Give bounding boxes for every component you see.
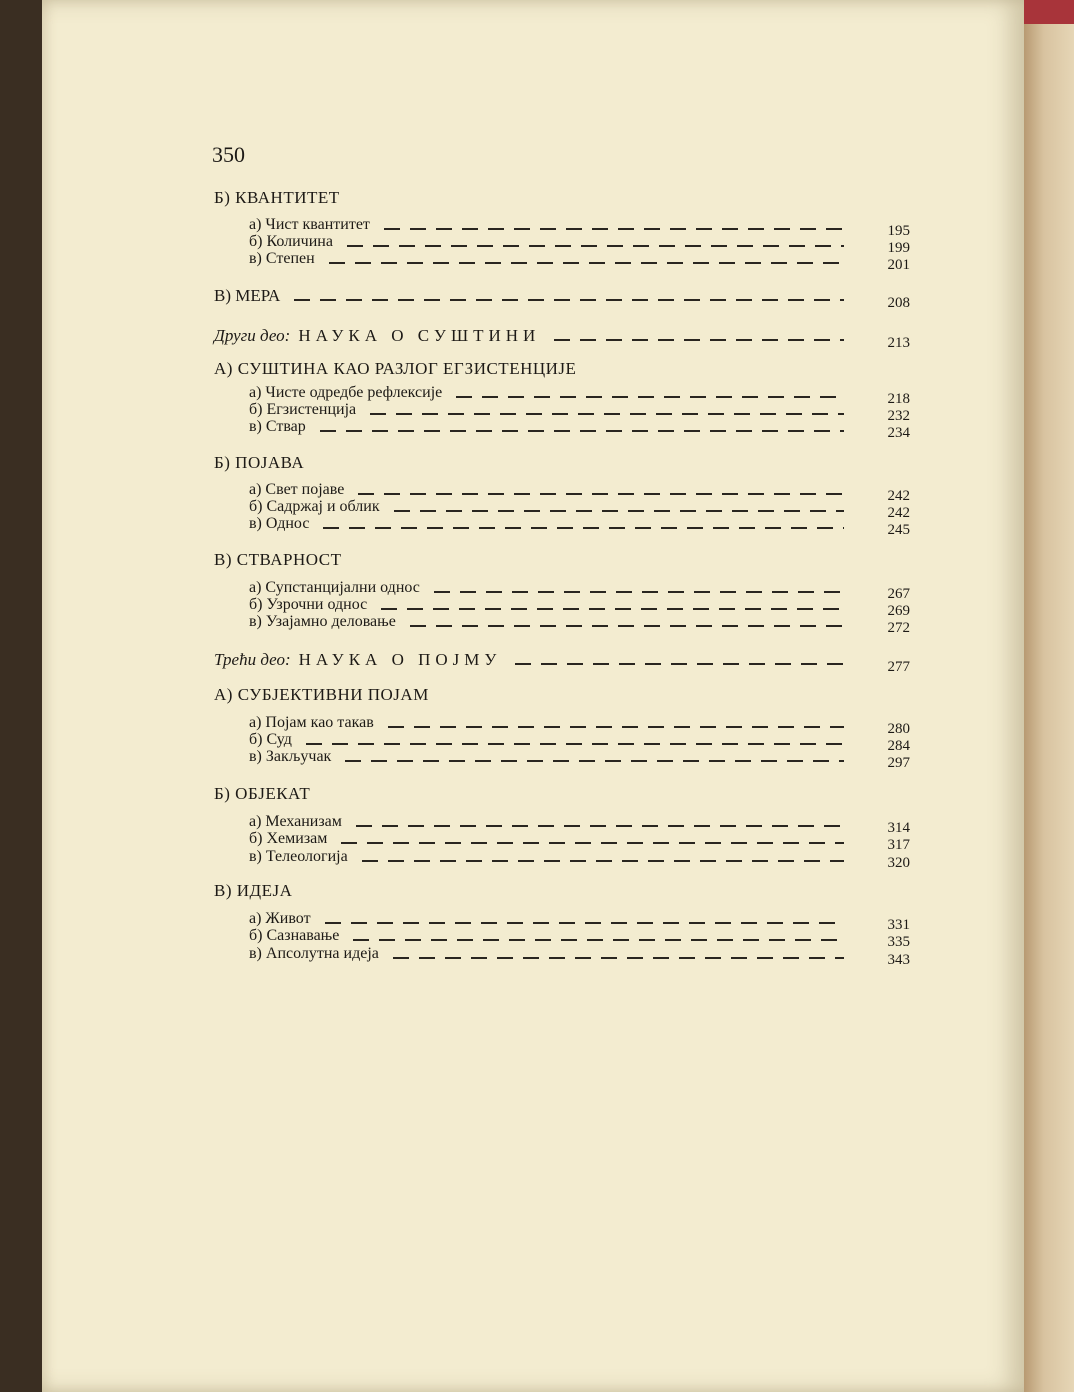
- toc-entry: [249, 748, 910, 771]
- dash-leader: [394, 510, 844, 512]
- entry-page: 269: [887, 603, 910, 619]
- dash-leader: [434, 591, 844, 593]
- toc-entry: [249, 384, 910, 407]
- part-heading: [214, 326, 910, 351]
- toc-entry: [249, 481, 910, 504]
- part-title: НАУКА О СУШТИНИ: [298, 326, 541, 345]
- part-lead: Други део:: [214, 326, 291, 345]
- entry-page: 218: [887, 391, 910, 407]
- toc-entry: [249, 401, 910, 424]
- entry-label: а) Живот: [249, 910, 311, 927]
- entry-label: а) Супстанцијални однос: [249, 579, 420, 596]
- dash-leader: [353, 939, 844, 941]
- entry-page: 343: [887, 952, 910, 968]
- entry-page: 199: [887, 240, 910, 256]
- entry-label: в) Узајамно деловање: [249, 613, 396, 630]
- part-lead: Трећи део:: [214, 650, 291, 669]
- entry-label: б) Суд: [249, 731, 292, 748]
- toc-entry: [249, 813, 910, 836]
- entry-label: в) Телеологија: [249, 848, 348, 865]
- section-heading: В) СТВАРНОСТ: [214, 550, 342, 569]
- entry-page: 277: [887, 659, 910, 675]
- dash-leader: [320, 430, 844, 432]
- entry-label: а) Механизам: [249, 813, 342, 830]
- entry-page: 280: [887, 721, 910, 737]
- entry-label: б) Егзистенција: [249, 401, 357, 418]
- entry-page: 213: [887, 335, 910, 351]
- toc-entry: [249, 945, 910, 968]
- entry-page: 314: [887, 820, 910, 836]
- dash-leader: [306, 743, 844, 745]
- part-title: НАУКА О ПОЈМУ: [298, 650, 502, 669]
- entry-page: 284: [887, 738, 910, 754]
- toc-entry: [249, 596, 910, 619]
- dash-leader: [358, 493, 844, 495]
- entry-page: 234: [887, 425, 910, 441]
- entry-label: б) Хемизам: [249, 830, 328, 847]
- entry-label: в) Степен: [249, 250, 315, 267]
- toc-entry: [249, 927, 910, 950]
- dash-leader: [393, 957, 844, 959]
- entry-label: в) Ствар: [249, 418, 306, 435]
- entry-label: а) Свет појаве: [249, 481, 345, 498]
- dash-leader: [456, 396, 844, 398]
- dash-leader: [370, 413, 844, 415]
- entry-page: 195: [887, 223, 910, 239]
- entry-label: а) Чисте одредбе рефлексије: [249, 384, 443, 401]
- section-heading: А) СУШТИНА КАО РАЗЛОГ ЕГЗИСТЕНЦИЈЕ: [214, 359, 577, 378]
- entry-page: 242: [887, 505, 910, 521]
- entry-label: в) Закључак: [249, 748, 332, 765]
- entry-page: 267: [887, 586, 910, 602]
- entry-label: б) Узрочни однос: [249, 596, 368, 613]
- dash-leader: [294, 299, 844, 301]
- dash-leader: [515, 663, 844, 665]
- page-number: 350: [212, 142, 245, 167]
- dash-leader: [356, 825, 844, 827]
- dash-leader: [325, 922, 844, 924]
- dash-leader: [329, 262, 844, 264]
- toc-entry: [249, 830, 910, 853]
- toc-entry: [249, 579, 910, 602]
- toc-entry: [249, 731, 910, 754]
- entry-page: 208: [887, 295, 910, 311]
- entry-page: 242: [887, 488, 910, 504]
- entry-page: 320: [887, 855, 910, 871]
- toc-entry: [249, 216, 910, 239]
- entry-page: 272: [887, 620, 910, 636]
- toc-entry: [249, 418, 910, 441]
- toc-entry: [249, 613, 910, 636]
- part-heading: [214, 650, 910, 675]
- dash-leader: [384, 228, 844, 230]
- dash-leader: [347, 245, 844, 247]
- entry-label: а) Појам као такав: [249, 714, 374, 731]
- toc-entry: [249, 714, 910, 737]
- dash-leader: [554, 339, 844, 341]
- entry-label: в) Апсолутна идеја: [249, 945, 379, 962]
- toc-entry: [249, 910, 910, 933]
- entry-label: б) Садржај и облик: [249, 498, 380, 515]
- entry-page: 201: [887, 257, 910, 273]
- entry-page: 232: [887, 408, 910, 424]
- toc-entry: [249, 498, 910, 521]
- dash-leader: [341, 842, 844, 844]
- toc-entry: [214, 286, 910, 311]
- toc-entry: [249, 515, 910, 538]
- dash-leader: [345, 760, 844, 762]
- entry-label: а) Чист квантитет: [249, 216, 370, 233]
- toc-entry: [249, 848, 910, 871]
- entry-label: б) Сазнавање: [249, 927, 340, 944]
- toc-entry: [249, 233, 910, 256]
- toc-entry: [249, 250, 910, 273]
- entry-page: 317: [887, 837, 910, 853]
- entry-page: 331: [887, 917, 910, 933]
- entry-label: б) Количина: [249, 233, 333, 250]
- dash-leader: [410, 625, 844, 627]
- entry-label: в) Однос: [249, 515, 310, 532]
- section-heading: В) МЕРА: [214, 286, 281, 305]
- dash-leader: [323, 527, 844, 529]
- section-heading: Б) КВАНТИТЕТ: [214, 188, 340, 207]
- dash-leader: [362, 860, 844, 862]
- section-heading: В) ИДЕЈА: [214, 881, 293, 900]
- dash-leader: [388, 726, 844, 728]
- entry-page: 297: [887, 755, 910, 771]
- section-heading: А) СУБЈЕКТИВНИ ПОЈАМ: [214, 685, 429, 704]
- entry-page: 335: [887, 934, 910, 950]
- entry-page: 245: [887, 522, 910, 538]
- dash-leader: [381, 608, 844, 610]
- section-heading: Б) ПОЈАВА: [214, 453, 305, 472]
- section-heading: Б) ОБЈЕКАТ: [214, 784, 311, 803]
